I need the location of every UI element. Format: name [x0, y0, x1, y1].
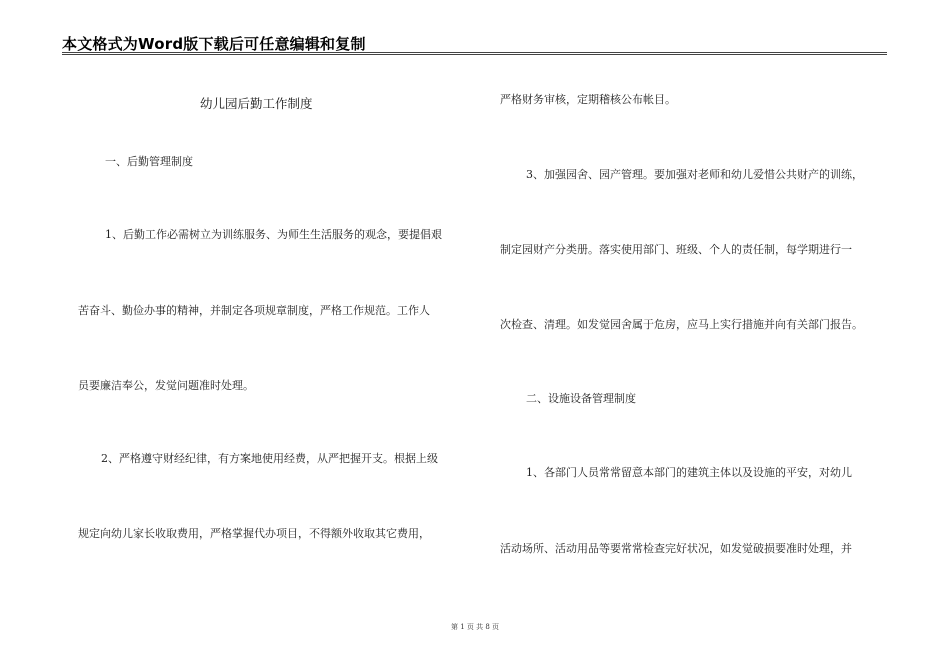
section-heading: 二、设施设备管理制度	[526, 392, 636, 405]
paragraph-line: 苦奋斗、勤俭办事的精神，并制定各项规章制度，严格工作规范。工作人	[78, 304, 430, 317]
paragraph-line: 制定园财产分类册。落实使用部门、班级、个人的责任制，每学期进行一	[500, 243, 852, 256]
header-divider	[62, 52, 887, 55]
paragraph-line: 规定向幼儿家长收取费用，严格掌握代办项目，不得额外收取其它费用，	[78, 527, 430, 540]
page-number: 第 1 页 共 8 页	[450, 623, 500, 631]
paragraph-line: 1、各部门人员常常留意本部门的建筑主体以及设施的平安，对幼儿	[526, 466, 852, 479]
page-title: 幼儿园后勤工作制度	[200, 96, 313, 111]
paragraph-line: 3、加强园舍、园产管理。要加强对老师和幼儿爱惜公共财产的训练，	[526, 168, 863, 181]
document-header: 本文格式为Word版下载后可任意编辑和复制	[62, 35, 366, 53]
section-heading: 一、后勤管理制度	[105, 155, 193, 168]
paragraph-line: 员要廉洁奉公，发觉问题准时处理。	[78, 379, 254, 392]
paragraph-line: 严格财务审核，定期稽核公布帐目。	[500, 93, 676, 106]
paragraph-line: 1、后勤工作必需树立为训练服务、为师生生活服务的观念，要提倡艰	[105, 228, 442, 241]
paragraph-line: 次检查、清理。如发觉园舍属于危房，应马上实行措施并向有关部门报告。	[500, 318, 863, 331]
paragraph-line: 2、严格遵守财经纪律，有方案地使用经费，从严把握开支。根据上级	[101, 452, 438, 465]
paragraph-line: 活动场所、活动用品等要常常检查完好状况，如发觉破损要准时处理，并	[500, 542, 852, 555]
